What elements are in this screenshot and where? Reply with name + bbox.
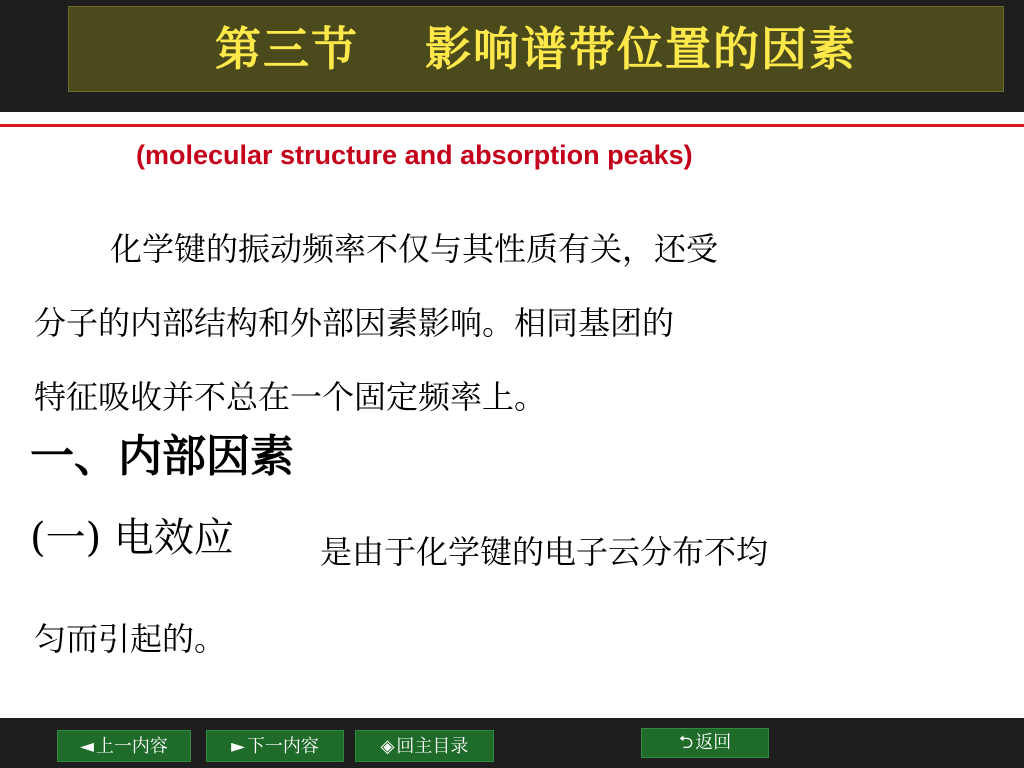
section-heading: 一、内部因素 (30, 431, 294, 482)
subsection-label: (一) 电效应 (30, 515, 234, 561)
header-band (0, 0, 1024, 112)
next-content-button[interactable] (206, 730, 344, 762)
subsection-description: 是由于化学键的电子云分布不均 (320, 533, 769, 571)
prev-content-label: 上一内容 (95, 736, 168, 757)
triangle-left-icon: ◄ (80, 736, 94, 757)
diamond-icon: ◈ (380, 736, 395, 757)
paragraph-line: 化学键的振动频率不仅与其性质有关，还受 (110, 230, 719, 268)
title-box (68, 6, 1004, 92)
next-content-label: 下一内容 (246, 736, 319, 757)
paragraph-line: 分子的内部结构和外部因素影响。相同基团的 (34, 304, 675, 342)
slide-subtitle: (molecular structure and absorption peaks) (136, 140, 693, 170)
slide-title: 第三节 影响谱带位置的因素 (214, 22, 857, 76)
prev-content-button[interactable] (57, 730, 191, 762)
back-button[interactable] (641, 728, 769, 758)
triangle-right-icon: ► (231, 736, 245, 757)
divider-rule (0, 124, 1024, 127)
intro-paragraph (34, 212, 984, 434)
subsection-description-tail: 匀而引起的。 (34, 620, 227, 658)
back-label: 返回 (695, 732, 732, 753)
return-arrow-icon: ⮌ (678, 732, 694, 753)
main-menu-label: 回主目录 (396, 736, 469, 757)
main-menu-button[interactable] (355, 730, 494, 762)
paragraph-line: 特征吸收并不总在一个固定频率上。 (34, 378, 547, 416)
